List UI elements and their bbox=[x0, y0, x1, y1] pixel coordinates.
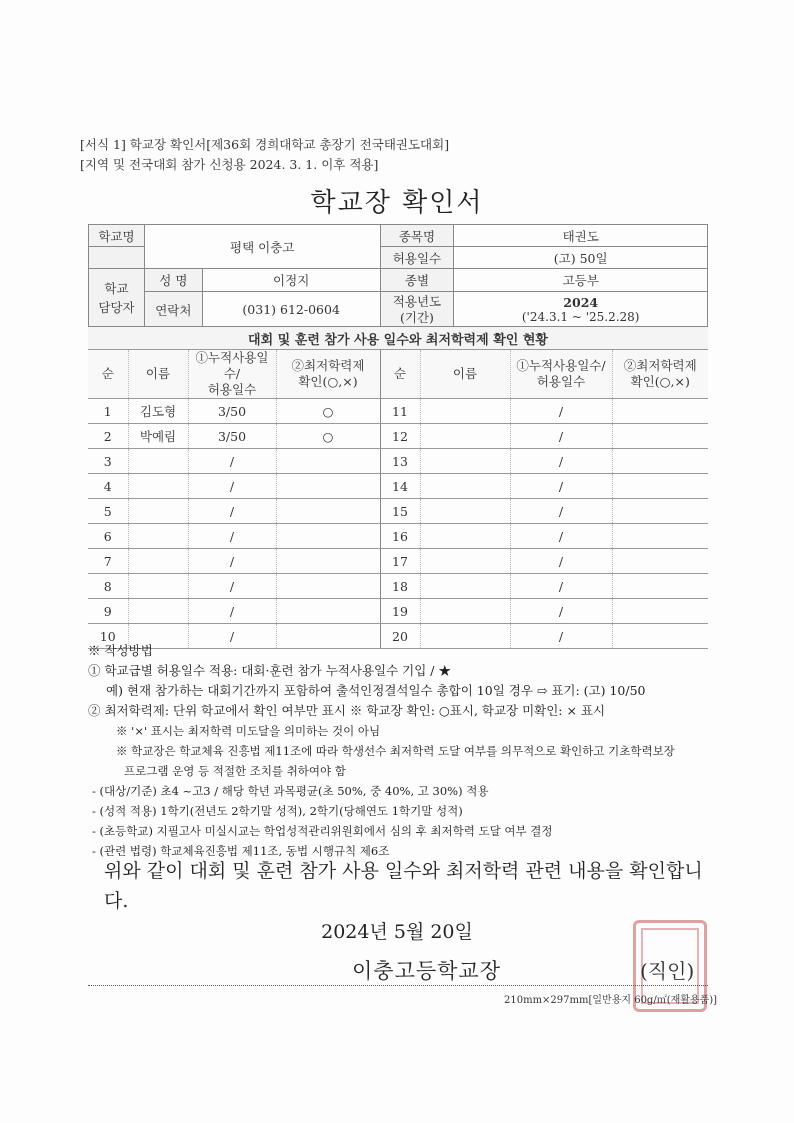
cell-right-no: 15 bbox=[380, 499, 420, 524]
year-label: 적용년도 (기간) bbox=[380, 292, 454, 328]
detail-grades: - (성적 적용) 1학기(전년도 2학기말 성적), 2학기(당해연도 1학기말 성적) bbox=[92, 804, 463, 818]
table-row bbox=[88, 574, 708, 599]
cell-left-no: 5 bbox=[88, 499, 128, 524]
cell-left-days: / bbox=[188, 499, 276, 524]
cell-right-no: 13 bbox=[380, 449, 420, 474]
cell-left-days: / bbox=[188, 549, 276, 574]
school-info-table bbox=[88, 224, 708, 328]
cell-left-check: ○ bbox=[276, 399, 380, 424]
principal-name: 이충고등학교장 bbox=[352, 959, 502, 983]
cell-left-check: ○ bbox=[276, 424, 380, 449]
cell-right-days: / bbox=[510, 399, 612, 424]
note-2: ② 최저학력제: 단위 학교에서 확인 여부만 표시 ※ 학교장 확인: ○표시, 학교장 미확인: × 표시 bbox=[88, 703, 606, 718]
cell-right-check bbox=[612, 449, 708, 474]
contact-label: 연락처 bbox=[144, 292, 202, 328]
header-check-left: ②최저학력제 확인(○,×) bbox=[276, 350, 380, 399]
header-days-left: ①누적사용일수/ 허용일수 bbox=[188, 350, 276, 399]
school-label-spacer bbox=[89, 247, 145, 269]
form-number-line: [서식 1] 학교장 확인서[제36회 경희대학교 총장기 전국태권도대회] bbox=[80, 137, 450, 152]
cell-left-name bbox=[128, 449, 188, 474]
header-name-left: 이름 bbox=[128, 350, 188, 399]
cell-right-no: 20 bbox=[380, 624, 420, 649]
cell-right-name bbox=[420, 524, 510, 549]
note-1-example: 예) 현재 참가하는 대회기간까지 포함하여 출석인정결석일수 총합이 10일 경우 ⇨ 표기: (고) 10/50 bbox=[106, 683, 646, 698]
footer-divider bbox=[88, 985, 708, 986]
cell-right-check bbox=[612, 599, 708, 624]
table-row bbox=[88, 449, 708, 474]
cell-right-no: 19 bbox=[380, 599, 420, 624]
cell-left-name bbox=[128, 574, 188, 599]
cell-left-no: 3 bbox=[88, 449, 128, 474]
detail-target: - (대상/기준) 초4 ~고3 / 해당 학년 과목평균(초 50%, 중 40%, 고 30%) 적용 bbox=[92, 784, 489, 798]
cell-left-check bbox=[276, 474, 380, 499]
table-row bbox=[88, 524, 708, 549]
cell-left-no: 7 bbox=[88, 549, 128, 574]
cell-left-days: / bbox=[188, 474, 276, 499]
cell-right-name bbox=[420, 574, 510, 599]
cell-right-days: / bbox=[510, 499, 612, 524]
cell-right-check bbox=[612, 499, 708, 524]
cell-left-name bbox=[128, 599, 188, 624]
cell-right-no: 17 bbox=[380, 549, 420, 574]
cell-right-name bbox=[420, 549, 510, 574]
note-2-remark-a: ※ '×' 표시는 최저학력 미도달을 의미하는 것이 아님 bbox=[116, 724, 381, 738]
year-cell bbox=[454, 292, 708, 328]
roster-table bbox=[88, 326, 708, 649]
confirmation-statement: 위와 같이 대회 및 훈련 참가 사용 일수와 최저학력 관련 내용을 확인합니다. bbox=[104, 860, 703, 912]
contact-value: (031) 612-0604 bbox=[202, 292, 380, 328]
instructions bbox=[88, 641, 728, 861]
cell-left-no: 8 bbox=[88, 574, 128, 599]
roster-body bbox=[88, 399, 708, 649]
paper-spec: 210mm×297mm[일반용지 60g/㎡(재활용품)] bbox=[504, 995, 718, 1006]
school-label: 학교명 bbox=[89, 225, 145, 247]
cell-left-days: / bbox=[188, 524, 276, 549]
cell-left-days: / bbox=[188, 599, 276, 624]
table-row bbox=[88, 474, 708, 499]
division-value: 고등부 bbox=[454, 269, 708, 292]
cell-left-name bbox=[128, 474, 188, 499]
table-row bbox=[88, 399, 708, 424]
cell-left-days: 3/50 bbox=[188, 399, 276, 424]
year-value: 2024 bbox=[563, 295, 599, 310]
cell-right-check bbox=[612, 524, 708, 549]
cell-right-name bbox=[420, 449, 510, 474]
cell-right-days: / bbox=[510, 599, 612, 624]
table-row bbox=[88, 599, 708, 624]
cell-left-no: 4 bbox=[88, 474, 128, 499]
cell-right-no: 12 bbox=[380, 424, 420, 449]
detail-law: - (관련 법령) 학교체육진흥법 제11조, 동법 시행규칙 제6조 bbox=[92, 844, 390, 858]
cell-left-days: 3/50 bbox=[188, 424, 276, 449]
allowed-days-label: 허용일수 bbox=[380, 247, 454, 269]
note-2-remark-b-cont: 프로그램 운영 등 적절한 조치를 취하여야 함 bbox=[124, 764, 346, 778]
cell-right-check bbox=[612, 424, 708, 449]
cell-right-check bbox=[612, 574, 708, 599]
cell-right-no: 18 bbox=[380, 574, 420, 599]
detail-elementary: - (초등학교) 지필고사 미실시교는 학업성적관리위원회에서 심의 후 최저학력 도달 여부 결정 bbox=[92, 824, 553, 838]
division-label: 종별 bbox=[380, 269, 454, 292]
header-no-left: 순 bbox=[88, 350, 128, 399]
cell-left-no: 1 bbox=[88, 399, 128, 424]
cell-left-no: 10 bbox=[88, 624, 128, 649]
cell-right-name bbox=[420, 474, 510, 499]
cell-right-days: / bbox=[510, 574, 612, 599]
allowed-days-value: (고) 50일 bbox=[454, 247, 708, 269]
cell-right-days: / bbox=[510, 424, 612, 449]
cell-left-no: 9 bbox=[88, 599, 128, 624]
school-value: 평택 이충고 bbox=[144, 225, 380, 269]
cell-left-days: / bbox=[188, 624, 276, 649]
cell-right-no: 14 bbox=[380, 474, 420, 499]
cell-left-check bbox=[276, 599, 380, 624]
cell-right-name bbox=[420, 499, 510, 524]
table-row bbox=[88, 424, 708, 449]
name-label: 성 명 bbox=[144, 269, 202, 292]
cell-left-check bbox=[276, 549, 380, 574]
cell-right-days: / bbox=[510, 524, 612, 549]
sport-label: 종목명 bbox=[380, 225, 454, 247]
cell-right-check bbox=[612, 399, 708, 424]
cell-right-days: / bbox=[510, 449, 612, 474]
cell-right-check bbox=[612, 549, 708, 574]
table-row bbox=[88, 549, 708, 574]
header-check-right: ②최저학력제 확인(○,×) bbox=[612, 350, 708, 399]
manager-label: 학교 담당자 bbox=[89, 269, 145, 328]
sport-value: 태권도 bbox=[454, 225, 708, 247]
cell-right-no: 16 bbox=[380, 524, 420, 549]
notes-heading: ※ 작성방법 bbox=[88, 643, 153, 658]
cell-right-no: 11 bbox=[380, 399, 420, 424]
cell-left-name bbox=[128, 524, 188, 549]
cell-left-check bbox=[276, 499, 380, 524]
issue-date: 2024년 5월 20일 bbox=[321, 921, 473, 943]
header-days-right: ①누적사용일수/ 허용일수 bbox=[510, 350, 612, 399]
seal-label: (직인) bbox=[640, 959, 695, 983]
roster-caption: 대회 및 훈련 참가 사용 일수와 최저학력제 확인 현황 bbox=[88, 327, 708, 350]
cell-left-check bbox=[276, 574, 380, 599]
cell-left-name: 박예림 bbox=[128, 424, 188, 449]
table-row bbox=[88, 499, 708, 524]
cell-left-days: / bbox=[188, 574, 276, 599]
cell-right-days: / bbox=[510, 549, 612, 574]
note-1: ① 학교급별 허용일수 적용: 대회·훈련 참가 누적사용일수 기입 / ★ bbox=[88, 663, 451, 678]
cell-right-days: / bbox=[510, 474, 612, 499]
form-scope-line: [지역 및 전국대회 참가 신청용 2024. 3. 1. 이후 적용] bbox=[80, 157, 379, 172]
cell-left-check bbox=[276, 524, 380, 549]
note-2-remark-b: ※ 학교장은 학교체육 진흥법 제11조에 따라 학생선수 최저학력 도달 여부를 의무적으로 확인하고 기초학력보장 bbox=[116, 744, 675, 758]
name-value: 이정지 bbox=[202, 269, 380, 292]
cell-right-name bbox=[420, 424, 510, 449]
cell-left-name: 김도형 bbox=[128, 399, 188, 424]
header-name-right: 이름 bbox=[420, 350, 510, 399]
header-no-right: 순 bbox=[380, 350, 420, 399]
cell-right-name bbox=[420, 599, 510, 624]
cell-left-no: 2 bbox=[88, 424, 128, 449]
cell-left-days: / bbox=[188, 449, 276, 474]
period-value: ('24.3.1 ~ '25.2.28) bbox=[521, 310, 640, 324]
cell-left-check bbox=[276, 449, 380, 474]
cell-right-check bbox=[612, 474, 708, 499]
cell-left-name bbox=[128, 499, 188, 524]
cell-right-name bbox=[420, 399, 510, 424]
cell-left-no: 6 bbox=[88, 524, 128, 549]
cell-right-days: / bbox=[510, 624, 612, 649]
cell-left-name bbox=[128, 549, 188, 574]
document-title: 학교장 확인서 bbox=[310, 188, 484, 218]
